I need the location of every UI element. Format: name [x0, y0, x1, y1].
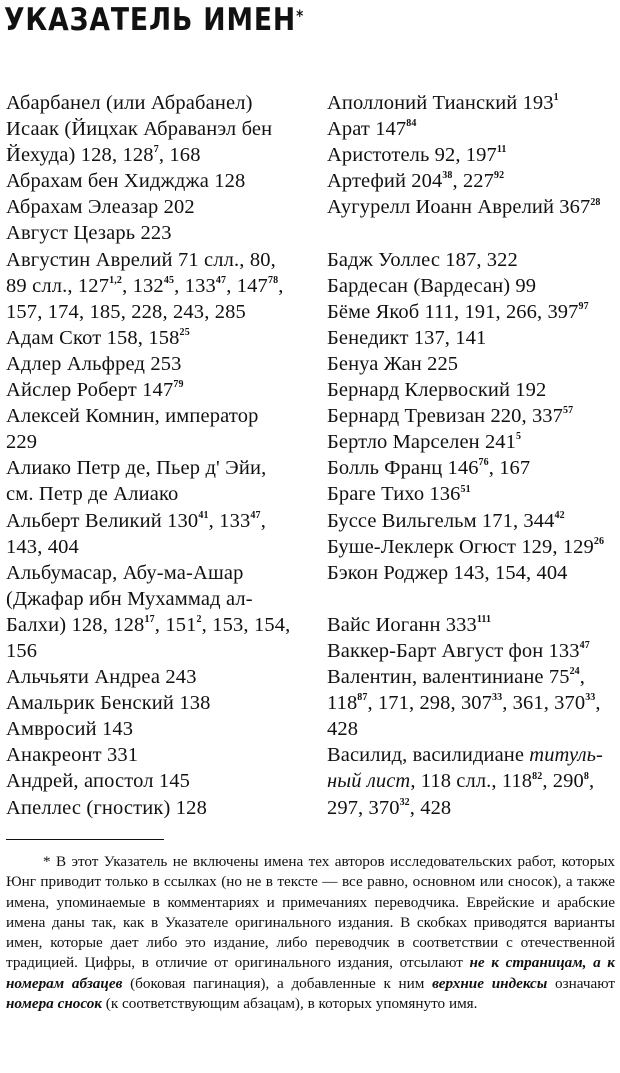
text-segment: Андрей, апостол 145 — [6, 770, 191, 793]
text-segment: Амальрик Бенский 138 — [6, 692, 211, 715]
text-segment: Август Цезарь 223 — [6, 222, 172, 245]
index-line — [327, 142, 617, 168]
text-segment: означают — [547, 974, 615, 992]
letter-group-gap — [327, 586, 617, 612]
footnote-index: 1,2 — [109, 274, 123, 286]
index-line — [6, 403, 306, 429]
index-line — [6, 351, 306, 377]
text-segment: Айслер Роберт 147 — [6, 379, 174, 402]
text-segment: Бертло Марселен 241 — [327, 431, 517, 454]
footnote-index: 76 — [478, 457, 489, 469]
index-line — [327, 194, 617, 220]
text-segment: Бёме Якоб 111, 191, 266, 397 — [327, 300, 579, 323]
text-segment: Бадж Уоллес 187, 322 — [327, 248, 518, 271]
footnote-index: 32 — [399, 796, 410, 808]
footnote-index: 79 — [173, 379, 184, 391]
footnote-index: 24 — [569, 666, 580, 678]
text-segment: Бенедикт 137, 141 — [327, 326, 487, 349]
text-segment: Вайс Иоганн 333 — [327, 613, 477, 636]
index-line — [6, 429, 306, 455]
text-segment: , 361, 370 — [502, 692, 586, 715]
footnote-index: 33 — [585, 692, 596, 704]
title-footnote-marker: * — [296, 6, 305, 25]
text-segment: , 167 — [488, 457, 531, 480]
index-line — [6, 377, 306, 403]
text-segment: Бернард Клервоский 192 — [327, 379, 547, 402]
emphasis-text: номера сносок — [6, 995, 102, 1013]
emphasis-text: верхние индексы — [432, 974, 548, 992]
footnote-index: 97 — [578, 300, 589, 312]
index-line — [327, 377, 617, 403]
footnote-index: 84 — [406, 118, 417, 130]
index-line — [327, 481, 617, 507]
index-line — [327, 116, 617, 142]
index-line — [327, 638, 617, 664]
text-segment: , — [595, 692, 601, 715]
footnote-index: 47 — [579, 640, 590, 652]
text-segment: Аугурелл Иоанн Аврелий 367 — [327, 196, 591, 219]
index-line — [327, 768, 617, 794]
footnote-index: 17 — [144, 614, 155, 626]
footnote-index: 33 — [492, 692, 503, 704]
index-line — [6, 325, 306, 351]
text-segment: Абарбанел (или Абрабанел) — [6, 92, 253, 114]
index-line — [6, 638, 306, 664]
index-line — [327, 664, 617, 690]
index-line — [6, 586, 306, 612]
text-segment: Исаак (Йицхак Абраванэл бен — [6, 118, 273, 141]
text-segment: 89 слл., 127 — [6, 274, 110, 297]
footnote-index: 1 — [553, 92, 559, 104]
text-segment: Альчьяти Андреа 243 — [6, 666, 197, 689]
index-line — [327, 325, 617, 351]
text-segment: 118 — [327, 692, 358, 715]
footnote-index: 11 — [496, 144, 507, 156]
text-segment: Бернард Тревизан 220, 337 — [327, 405, 564, 428]
footnote-index: 92 — [494, 170, 505, 182]
text-segment: 297, 370 — [327, 796, 400, 819]
footnote-index: 45 — [163, 274, 175, 286]
text-segment: Буше-Леклерк Огюст 129, 129 — [327, 535, 594, 558]
text-segment: 229 — [6, 431, 38, 454]
text-segment: Адам Скот 158, 158 — [6, 326, 180, 349]
index-line — [327, 716, 617, 742]
footnote-index: 7 — [153, 144, 159, 156]
text-segment: , 168 — [158, 144, 201, 167]
footnote-index: 2 — [196, 614, 202, 626]
index-line — [6, 664, 306, 690]
text-segment: , — [260, 509, 266, 532]
text-segment: Браге Тихо 136 — [327, 483, 461, 506]
text-segment: Абрахам Элеазар 202 — [6, 196, 195, 219]
index-line — [327, 247, 617, 273]
index-line — [6, 481, 306, 507]
index-line — [6, 168, 306, 194]
emphasis-text: не к страницам, а к номерам абзацев — [6, 954, 615, 992]
footnote-index: 47 — [215, 274, 227, 286]
text-segment: , — [588, 770, 595, 793]
index-line — [6, 508, 306, 534]
text-segment: , 133 — [174, 274, 216, 297]
text-segment: 428 — [327, 718, 359, 741]
text-segment: Абрахам бен Хиджджа 128 — [6, 170, 246, 193]
text-segment: Арат 147 — [327, 118, 407, 141]
text-segment: , 428 — [409, 796, 452, 819]
index-line — [327, 795, 617, 821]
footnote-index: 5 — [516, 431, 522, 443]
text-segment: Альберт Великий 130 — [6, 509, 199, 532]
index-line — [6, 220, 306, 246]
text-segment: Амвросий 143 — [6, 718, 134, 741]
index-line — [327, 90, 617, 116]
index-line — [6, 247, 306, 273]
text-segment: , 151 — [154, 613, 197, 636]
letter-group-gap — [327, 220, 617, 246]
index-line — [6, 742, 306, 768]
text-segment: Артефий 204 — [327, 170, 443, 193]
index-line — [6, 768, 306, 794]
index-line — [6, 299, 306, 325]
index-line — [327, 273, 617, 299]
footnote-index: 47 — [250, 509, 261, 521]
text-segment: , — [278, 274, 284, 297]
index-column-right — [327, 90, 617, 821]
footnote-index: 28 — [590, 196, 601, 208]
footnote-index: 8 — [583, 770, 589, 782]
text-segment: Валентин, валентиниане 75 — [327, 666, 570, 689]
index-line — [6, 273, 306, 299]
index-line — [327, 455, 617, 481]
text-segment: , 153, 154, — [201, 613, 291, 636]
footnote-index: 111 — [476, 614, 492, 626]
index-column-left — [6, 90, 306, 821]
text-segment: Анакреонт 331 — [6, 744, 139, 767]
text-segment: Аристотель 92, 197 — [327, 144, 497, 167]
text-segment: Балхи) 128, 128 — [6, 613, 145, 636]
text-segment: * В этот Указатель не включены имена тех авторов исследовательских работ, которых Юнг приводит только в ссылках (но не в тексте — все равно, основном или сносок), а также имена, упоминаемые в комментариях и примечаниях переводчика. Еврейские и арабские имена даны так, как в Указателе оригинального издания. В скобках приводятся варианты имен, которые дает либо это издание, либо переводчик в соответствии с отечественной традицией. Цифры, в отличие от оригинального издания, отсылают — [6, 853, 615, 972]
footnote-index: 38 — [442, 170, 453, 182]
footnote-index: 51 — [460, 483, 471, 495]
text-segment: Адлер Альфред 253 — [6, 352, 182, 375]
text-segment: Болль Франц 146 — [327, 457, 479, 480]
text-segment: Ваккер-Барт Август фон 133 — [327, 639, 580, 662]
index-line — [327, 168, 617, 194]
text-segment: Аполлоний Тианский 193 — [327, 92, 554, 114]
text-segment: 143, 404 — [6, 535, 79, 558]
text-segment: 157, 174, 185, 228, 243, 285 — [6, 300, 246, 323]
index-line — [327, 742, 617, 768]
italic-text: ный лист — [327, 770, 411, 793]
footnote-index: 26 — [593, 535, 605, 547]
text-segment: 156 — [6, 639, 38, 662]
text-segment: , — [579, 666, 585, 689]
index-line — [327, 508, 617, 534]
index-line — [327, 534, 617, 560]
text-segment: Апеллес (гностик) 128 — [6, 796, 207, 819]
index-line — [6, 534, 306, 560]
text-segment: (к соответствующим абзацам), в которых упомянуто имя. — [102, 995, 478, 1013]
page-title — [4, 0, 304, 40]
footnote-index: 57 — [563, 405, 574, 417]
index-line — [6, 795, 306, 821]
text-segment: Йехуда) 128, 128 — [6, 144, 154, 167]
text-segment: Буссе Вильгельм 171, 344 — [327, 509, 555, 532]
index-line — [327, 351, 617, 377]
text-segment: , 147 — [226, 274, 268, 297]
index-line — [327, 403, 617, 429]
text-segment: , 133 — [208, 509, 251, 532]
footnote — [6, 852, 615, 1014]
footnote-index: 42 — [554, 509, 565, 521]
index-line — [6, 116, 306, 142]
text-segment: Алиако Петр де, Пьер д' Эйи, — [6, 457, 267, 480]
text-segment: Василид, василидиане — [327, 744, 530, 767]
footnote-index: 25 — [179, 327, 190, 339]
text-segment: Бэкон Роджер 143, 154, 404 — [327, 561, 568, 584]
text-segment: , 132 — [122, 274, 164, 297]
footnote-separator — [6, 839, 164, 840]
index-line — [327, 612, 617, 638]
text-segment: Бардесан (Вардесан) 99 — [327, 274, 537, 297]
footnote-index: 82 — [532, 770, 543, 782]
index-line — [6, 194, 306, 220]
index-line — [6, 142, 306, 168]
index-line — [327, 560, 617, 586]
text-segment: Августин Аврелий 71 слл., 80, — [6, 248, 276, 271]
index-line — [6, 90, 306, 116]
index-line — [6, 455, 306, 481]
italic-text: титуль- — [529, 744, 603, 767]
text-segment: Алексей Комнин, император — [6, 405, 259, 428]
index-line — [6, 716, 306, 742]
title-text: УКАЗАТЕЛЬ ИМЕН — [4, 2, 297, 38]
footnote-index: 87 — [357, 692, 368, 704]
text-segment: Бенуа Жан 225 — [327, 352, 459, 375]
index-line — [6, 612, 306, 638]
index-line — [6, 690, 306, 716]
text-segment: , 118 слл., 118 — [410, 770, 533, 793]
footnote-index: 41 — [198, 509, 209, 521]
index-line — [327, 299, 617, 325]
text-segment: , 227 — [452, 170, 494, 193]
text-segment: см. Петр де Алиако — [6, 483, 179, 506]
footnote-index: 78 — [267, 274, 279, 286]
index-line — [6, 560, 306, 586]
text-segment: (Джафар ибн Мухаммад ал- — [6, 587, 253, 610]
text-segment: Альбумасар, Абу-ма-Ашар — [6, 561, 244, 584]
text-segment: , 290 — [542, 770, 584, 793]
index-line — [327, 690, 617, 716]
text-segment: , 171, 298, 307 — [367, 692, 492, 715]
index-line — [327, 429, 617, 455]
text-segment: (боковая пагинация), а добавленные к ним — [122, 974, 433, 992]
